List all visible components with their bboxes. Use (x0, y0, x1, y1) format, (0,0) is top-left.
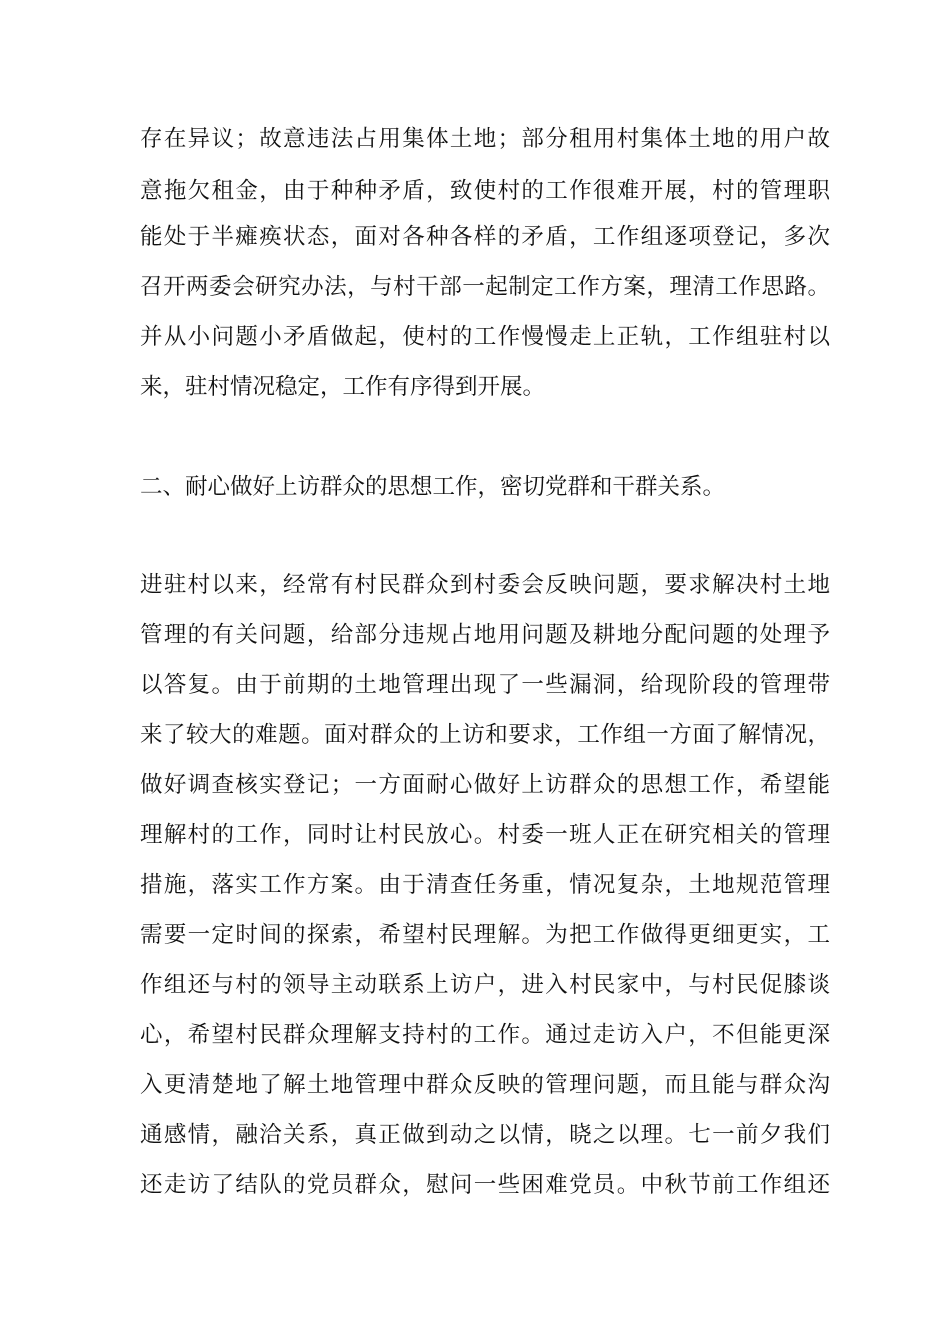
paragraph-3-line-12: 通感情，融洽关系，真正做到动之以情，晓之以理。七一前夕我们 (140, 1122, 830, 1148)
paragraph-1-line-1: 存在异议；故意违法占用集体土地；部分租用村集体土地的用户故 (140, 126, 830, 152)
paragraph-1-line-3: 能处于半瘫痪状态，面对各种各样的矛盾，工作组逐项登记，多次 (140, 224, 830, 250)
paragraph-3-line-11: 入更清楚地了解土地管理中群众反映的管理问题，而且能与群众沟 (140, 1072, 830, 1098)
paragraph-1-line-2: 意拖欠租金，由于种种矛盾，致使村的工作很难开展，村的管理职 (140, 178, 830, 204)
paragraph-3-line-1: 进驻村以来，经常有村民群众到村委会反映问题，要求解决村土地 (140, 572, 830, 598)
paragraph-1-line-5: 并从小问题小矛盾做起，使村的工作慢慢走上正轨，工作组驻村以 (140, 324, 830, 350)
paragraph-3-line-9: 作组还与村的领导主动联系上访户，进入村民家中，与村民促膝谈 (140, 972, 830, 998)
paragraph-3-line-3: 以答复。由于前期的土地管理出现了一些漏洞，给现阶段的管理带 (140, 672, 830, 698)
paragraph-3-line-2: 管理的有关问题，给部分违规占地用问题及耕地分配问题的处理予 (140, 622, 830, 648)
paragraph-3-line-4: 来了较大的难题。面对群众的上访和要求，工作组一方面了解情况， (140, 722, 830, 748)
paragraph-3-line-5: 做好调查核实登记；一方面耐心做好上访群众的思想工作，希望能 (140, 772, 830, 798)
paragraph-3-line-13: 还走访了结队的党员群众，慰问一些困难党员。中秋节前工作组还 (140, 1172, 830, 1198)
paragraph-3-line-10: 心，希望村民群众理解支持村的工作。通过走访入户，不但能更深 (140, 1022, 830, 1048)
section-heading: 二、耐心做好上访群众的思想工作，密切党群和干群关系。 (140, 474, 726, 500)
paragraph-1-line-4: 召开两委会研究办法，与村干部一起制定工作方案，理清工作思路。 (140, 274, 830, 300)
paragraph-3-line-8: 需要一定时间的探索，希望村民理解。为把工作做得更细更实，工 (140, 922, 830, 948)
paragraph-3-line-7: 措施，落实工作方案。由于清查任务重，情况复杂，土地规范管理 (140, 872, 830, 898)
paragraph-3-line-6: 理解村的工作，同时让村民放心。村委一班人正在研究相关的管理 (140, 822, 830, 848)
paragraph-1-line-6: 来，驻村情况稳定，工作有序得到开展。 (140, 374, 546, 400)
